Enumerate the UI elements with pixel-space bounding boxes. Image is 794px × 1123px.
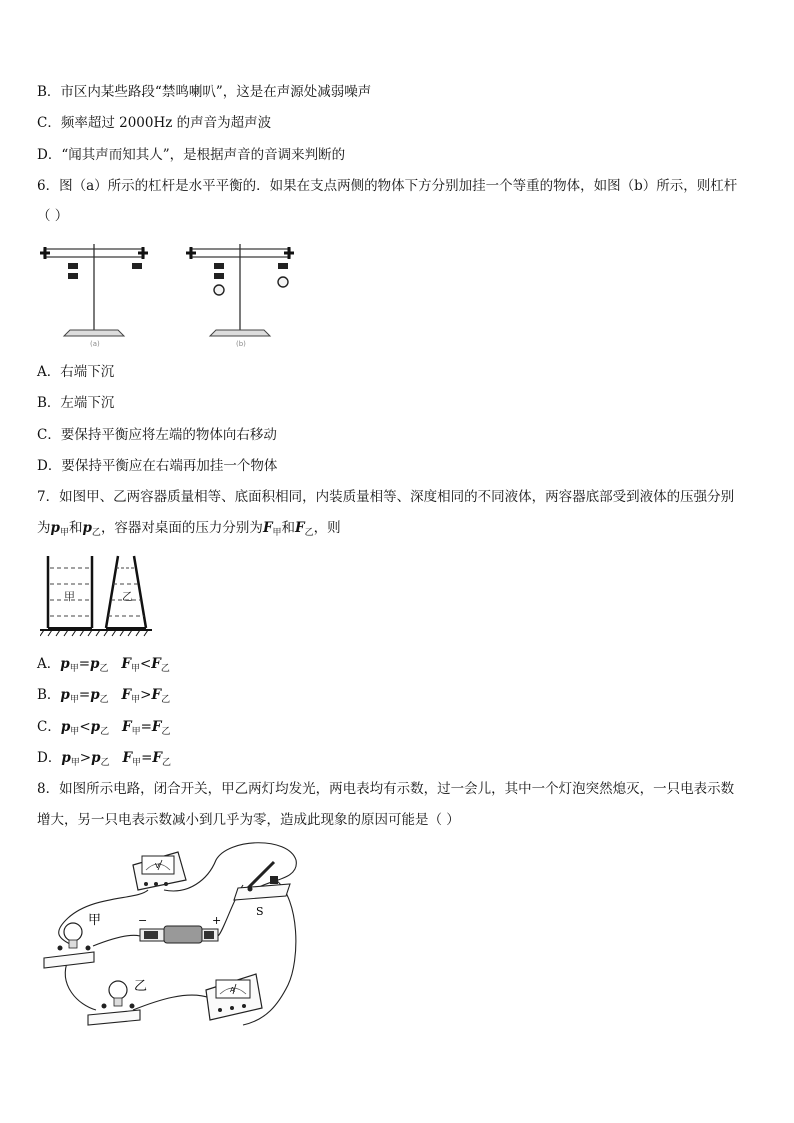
container-jia [48,556,92,628]
battery-plus-label: + [212,914,222,927]
container-jia-label: 甲 [64,590,75,603]
q6-stem-line2: （ ） [37,208,69,224]
q7-option-b: B．$p_甲=p_乙$ $F_甲>F_乙$ [37,687,171,705]
switch-s [234,862,290,918]
ammeter [206,974,262,1020]
q5-option-d: D．“闻其声而知其人”，是根据声音的音调来判断的 [37,147,346,163]
lamp-jia-label: 甲 [88,913,102,928]
q7-containers-figure [40,550,152,640]
container-yi-label: 乙 [122,590,133,603]
q7-stem-line2: 为$p_甲$和$p_乙$，容器对桌面的压力分别为$F_甲$和$F_乙$，则 [37,520,341,538]
lever-b [186,244,294,348]
q6-option-b: B．左端下沉 [37,395,115,411]
fig-label-b: (b) [236,340,246,348]
ammeter-label: A [230,986,235,994]
q8-stem-line2: 增大，另一只电表示数减小到几乎为零，造成此现象的原因可能是（ ） [37,812,460,828]
lamp-yi [88,979,147,1025]
q6-option-a: A．右端下沉 [37,364,115,380]
q6-lever-figure [38,238,308,350]
q8-circuit-figure [38,840,308,1035]
q7-option-c: C．$p_甲<p_乙$ $F_甲=F_乙$ [37,719,171,737]
q5-option-b: B．市区内某些路段“禁鸣喇叭”，这是在声源处减弱噪声 [37,84,372,100]
voltmeter-label: V [155,862,160,870]
q5-option-c: C．频率超过 2000Hz 的声音为超声波 [37,115,272,131]
fig-label-a: (a) [90,340,100,348]
lamp-jia [44,913,101,968]
lamp-yi-label: 乙 [134,979,148,994]
lever-a [40,244,148,348]
voltmeter [133,852,186,890]
q8-stem-line1: 8．如图所示电路，闭合开关，甲乙两灯均发光，两电表均有示数，过一会儿，其中一个灯泡突然熄灭，一只电表示数 [37,781,735,797]
q6-option-c: C．要保持平衡应将左端的物体向右移动 [37,427,277,443]
q7-option-a: A．$p_甲=p_乙$ $F_甲<F_乙$ [37,656,170,674]
q7-option-d: D．$p_甲>p_乙$ $F_甲=F_乙$ [37,750,171,768]
q7-stem-line1: 7．如图甲、乙两容器质量相等、底面积相同，内装质量相等、深度相同的不同液体，两容器底部受到液体的压强分别 [37,489,735,505]
battery-minus-label: − [138,914,148,927]
q6-option-d: D．要保持平衡应在右端再加挂一个物体 [37,458,278,474]
switch-label: S [256,905,264,918]
battery [138,914,221,943]
container-yi [106,556,146,628]
q6-stem-line1: 6．图（a）所示的杠杆是水平平衡的．如果在支点两侧的物体下方分别加挂一个等重的物体，如图（b）所示，则杠杆 [37,178,738,194]
